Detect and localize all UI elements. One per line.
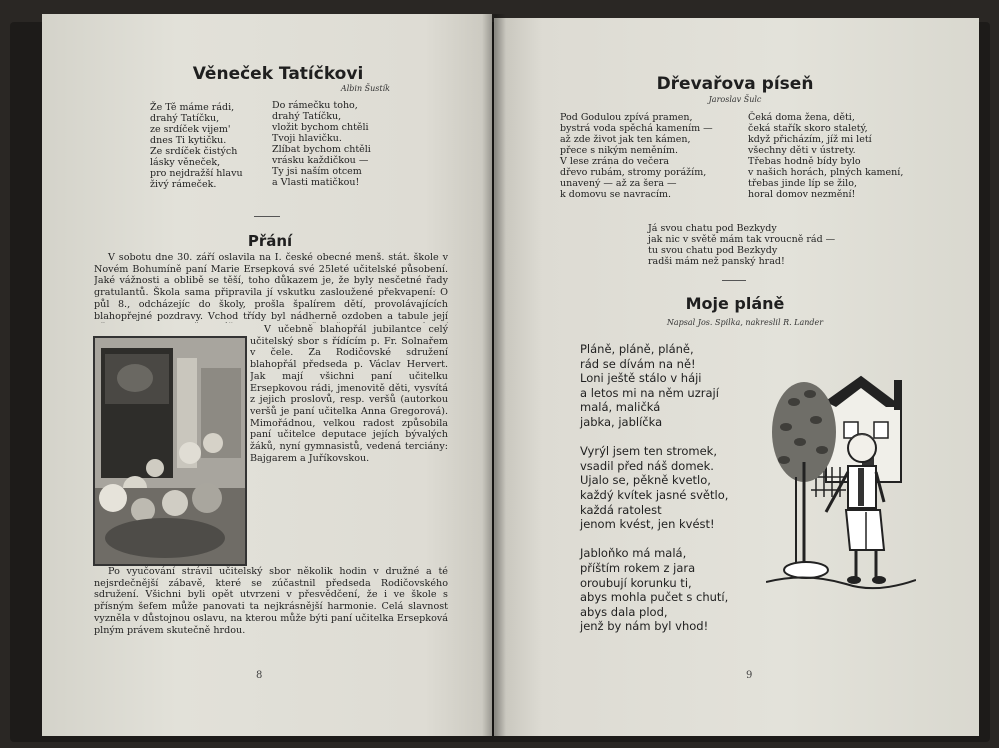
- book-gutter: [482, 14, 506, 736]
- poem2-refrain: Já svou chatu pod Bezkydy jak nic v světě mám tak vroucně rád — tu svou chatu pod Bezkydy radši mám než panský hrad!: [648, 223, 836, 267]
- poem3-text: Pláně, pláně, pláně, rád se dívám na ně! Loni ještě stálo v háji a letos mi na něm uzrají malá, maličká jabka, jablíčka Vyrýl jsem ten stromek, vsadil před náš domek. Ujalo se, pěkně kvetlo, každý kvítek jasné světlo, každá ratolest jenom kvést, jen kvést! Jabloňko má malá, příštím rokem z jara oroubují korunku ti, abys mohla pučet s chutí, abys dala plod, jenž by nám byl vhod!: [580, 342, 729, 634]
- page-number-left: 8: [256, 670, 263, 681]
- article-title-prani: Přání: [247, 232, 293, 250]
- boy-tree-drawing: [766, 372, 916, 602]
- poem-column-left: Že Tě máme rádi, drahý Tatíčku, ze srdíček vijem' dnes Ti kytičku. Ze srdíček čistých lásky věneček, pro nejdražší hlavu živý rámeček.: [150, 102, 243, 190]
- poem-title-drevarova: Dřevařova píseň: [656, 74, 814, 94]
- article-paragraph-3: Po vyučování strávil učitelský sbor několik hodin v družné a té nejsrdečnější zábavě, které se zúčastnil předseda Rodičovského sdružení. Všichni byli opět utvrzeni v přesvědčení, že i ve škole s přísným šefem může panovati ta nejkrásnější harmonie. Celá slavnost vyzněla v důstojnou oslavu, na kterou může býti paní učitelka Ersepková plným právem skutečně hrdou.: [94, 566, 448, 636]
- article-para-2: [250, 324, 448, 564]
- classroom-photo-image: [95, 338, 245, 564]
- poem-author-moje-plane: Napsal Jos. Spilka, nakreslil R. Lander: [666, 318, 824, 327]
- poem2-column-left: Pod Godulou zpívá pramen, bystrá voda spěchá kamením — až zde život jak ten kámen, přece s nikým neměním. V lese zrána do večera dřevo rubám, stromy porážím, unavený — až za šera — k domovu se navracím.: [560, 112, 713, 200]
- article-para-1-top: [94, 252, 448, 323]
- page-number-right: 9: [746, 670, 753, 681]
- article-paragraph-1: V sobotu dne 30. září oslavila na I. české obecné menš. stát. škole v Novém Bohumíně paní Marie Ersepková své 25leté učitelské působení. Jaké vážnosti a oblibě se těší, toho důkazem je, že byly nesčetné řady gratulantů. Škola sama připravila jí vskutku zasloužené překvapení: O půl 8., odcházejíc do školy, prošla špalírem dětí, provolávajících blahopřejné pozdravy. Vchod třídy byl nádherně ozdoben a tabule její: [94, 252, 448, 322]
- article-para-3: [94, 566, 448, 636]
- article-paragraph-2: V učebně blahopřál jubilantce celý učitelský sbor s řídícím p. Fr. Solnařem v čele. Za Rodičovské sdružení blahopřál předseda p. Václav Hervert. Jak mají všichni paní učitelku Ersepkovou rádi, jmenovitě děti, vysvítá z jejich proslovů, resp. veršů (autorkou veršů je paní učitelka Anna Gregorová). Mimořádnou, velkou radost způsobila paní učitelce deputace jejích bývalých žáků, nyní gymnasistů, vedená terciány: Bajgarem a Juříkovskou.: [250, 324, 448, 464]
- poem-column-right: Do rámečku toho, drahý Tatíčku, vložit bychom chtěli Tvoji hlavičku. Zlíbat bychom chtěli vrásku každičkou — Ty jsi naším otcem a Vlasti matičkou!: [272, 100, 371, 188]
- illustration-boy-with-tree: [766, 372, 916, 602]
- poem2-column-right: Čeká doma žena, děti, čeká stařík skoro staletý, když přicházím, jíž mi letí všechny děti v ústrety. Třebas hodně bídy bylo v našich horách, plných kamení, třebas jinde líp se žilo, horal domov nezmění!: [748, 112, 904, 200]
- classroom-photo: [93, 336, 247, 566]
- divider: [722, 280, 746, 281]
- poem-author-venecek: Albin Šustík: [340, 84, 390, 93]
- poem-title-venecek: Věneček Tatíčkovi: [192, 64, 364, 84]
- divider: [254, 216, 280, 217]
- poem-author-drevarova: Jaroslav Šulc: [708, 95, 762, 104]
- poem-title-moje-plane: Moje pláně: [685, 294, 785, 313]
